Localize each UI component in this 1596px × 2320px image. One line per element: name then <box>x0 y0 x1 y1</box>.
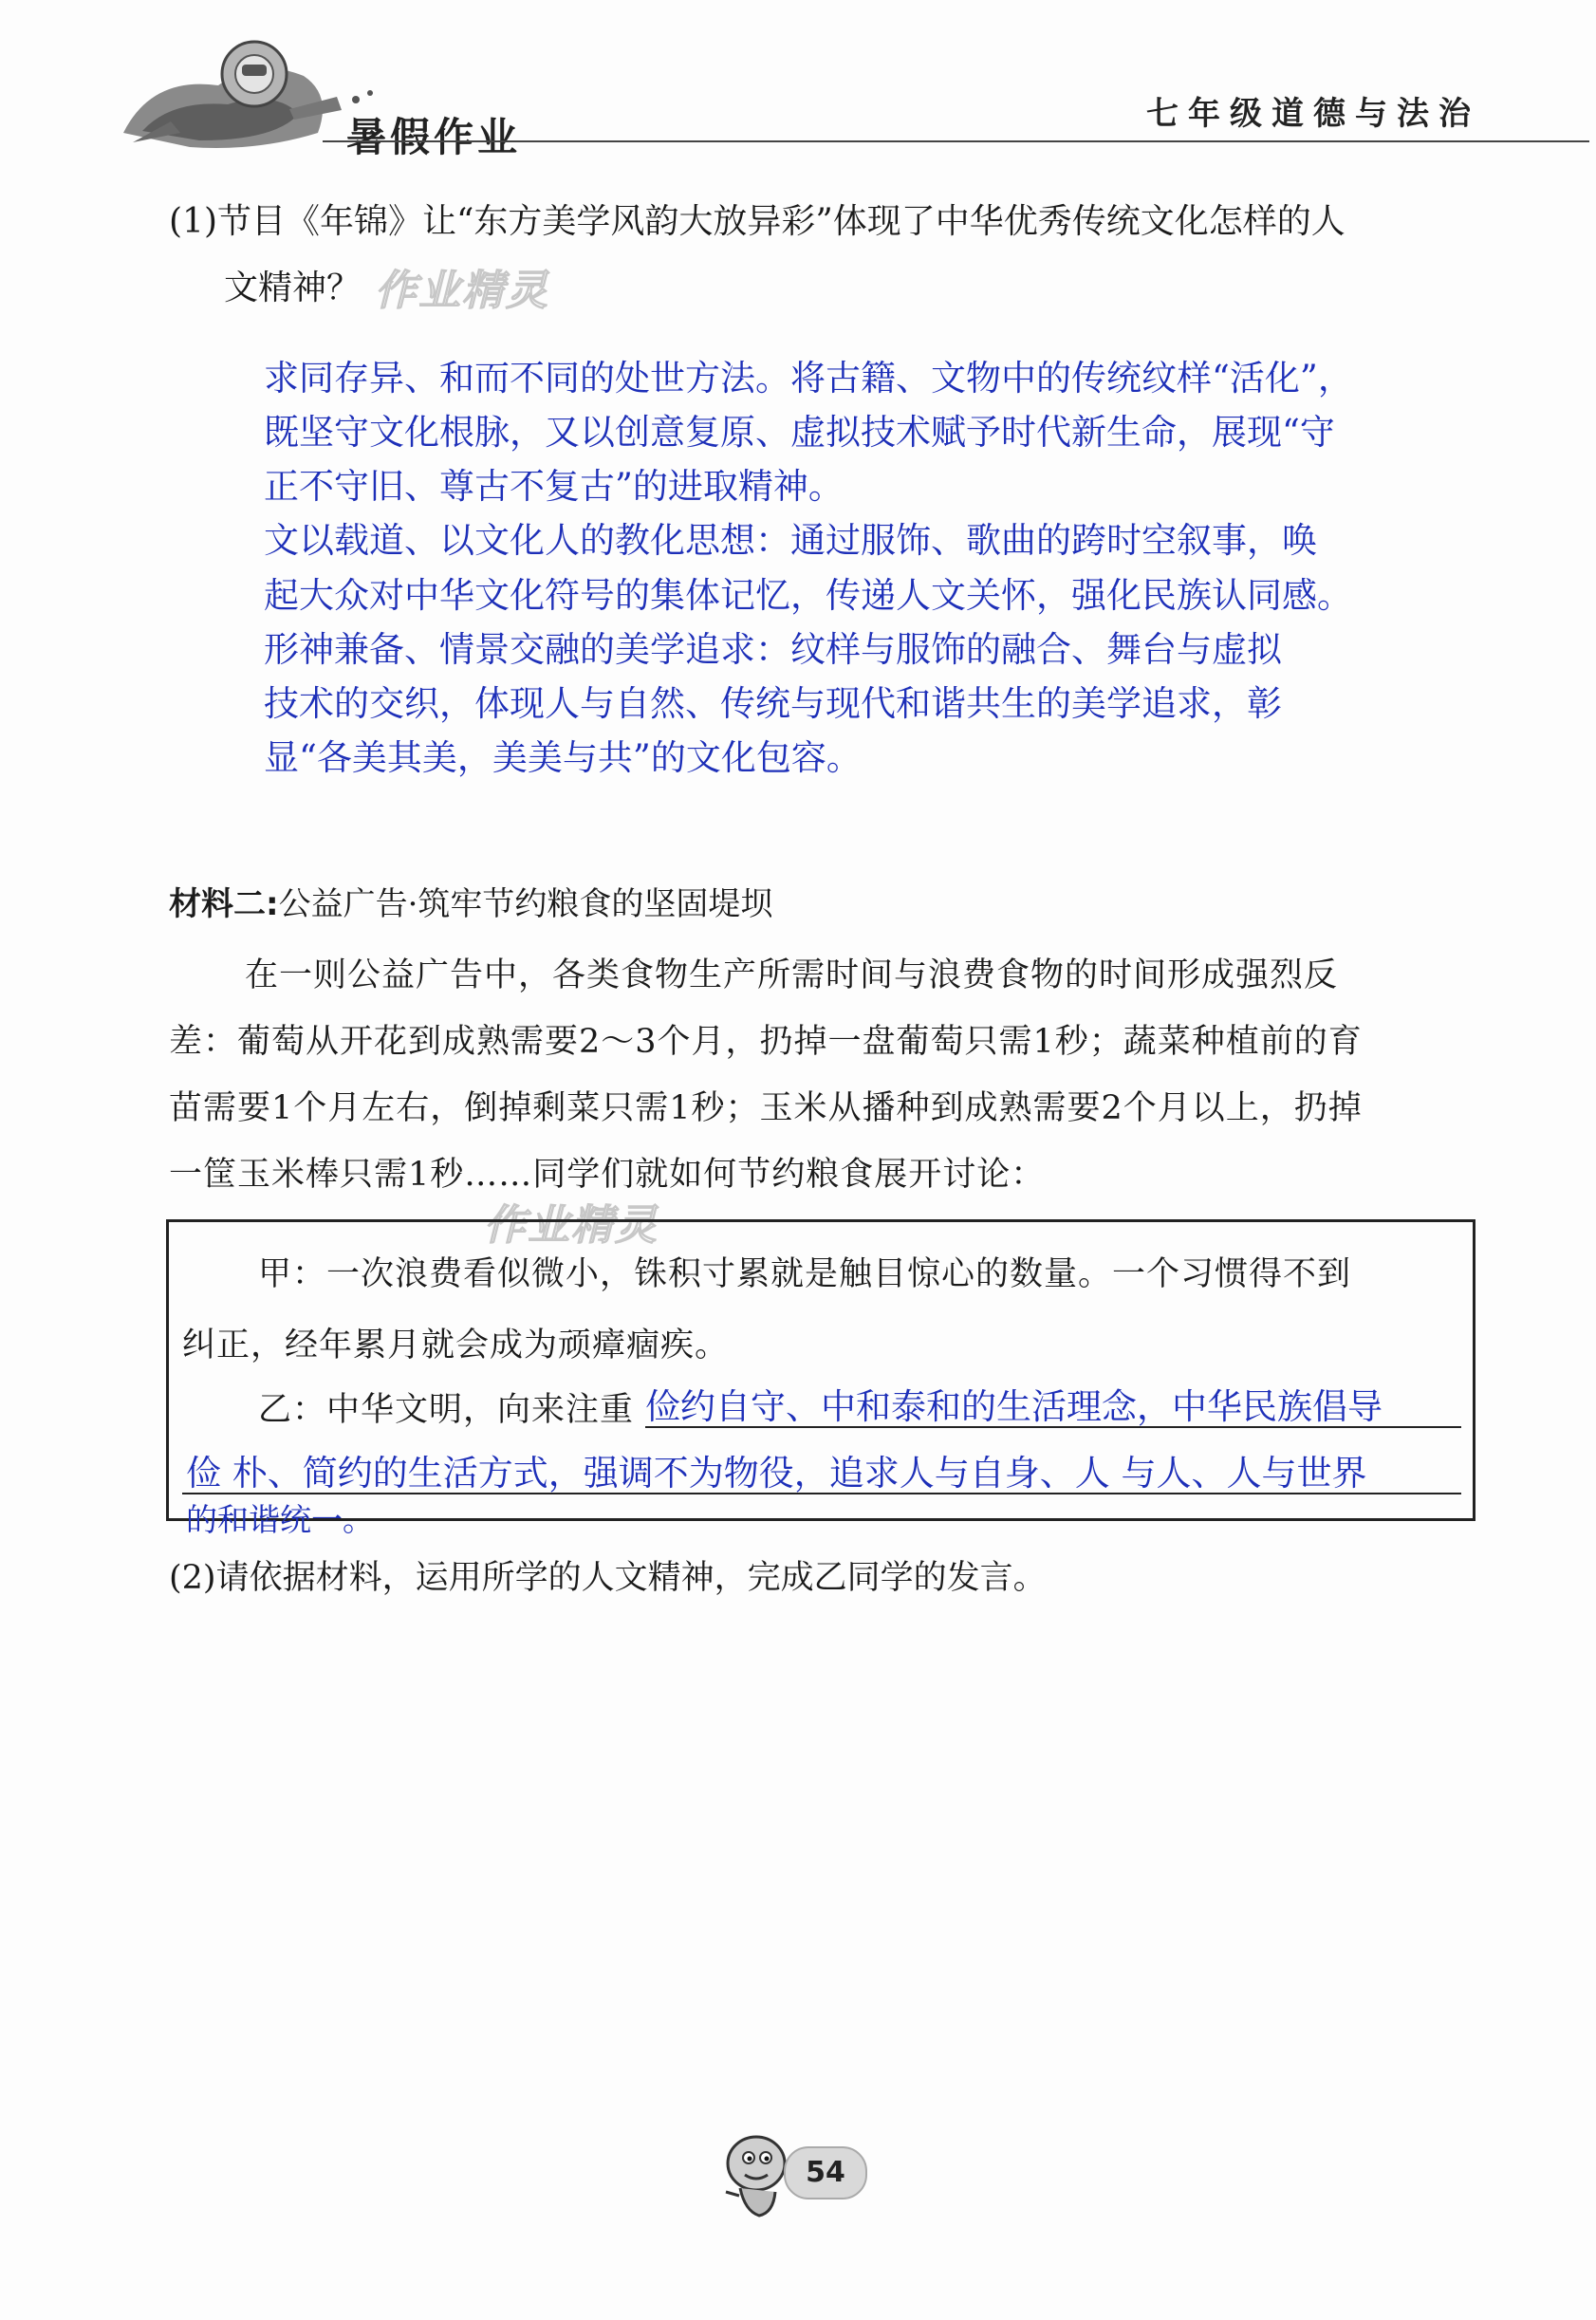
discussion-jia-line-2: 纠正，经年累月就会成为顽瘴痼疾。 <box>182 1327 730 1364</box>
question-1-line-1: (1)节目《年锦》让“东方美学风韵大放异彩”体现了中华优秀传统文化怎样的人 <box>169 202 1345 241</box>
answer-1-line-8: 显“各美其美，美美与共”的文化包容。 <box>264 737 862 778</box>
watermark-1: 作业精灵 <box>375 267 549 315</box>
answer-1-line-6: 形神兼备、情景交融的美学追求：纹样与服饰的融合、舞台与虚拟 <box>264 629 1282 670</box>
answer-1-line-2: 既坚守文化根脉，又以创意复原、虚拟技术赋予时代新生命，展现“守 <box>264 412 1335 453</box>
header-subject: 七年级道德与法治 <box>1146 95 1480 133</box>
discussion-yi-answer-3: 的和谐统一。 <box>186 1501 374 1538</box>
page-header <box>114 19 1480 161</box>
answer-1-line-3: 正不守旧、尊古不复古”的进取精神。 <box>264 466 844 507</box>
material-2-para-line-3: 苗需要1个月左右，倒掉剩菜只需1秒；玉米从播种到成熟需要2个月以上，扔掉 <box>169 1089 1363 1127</box>
discussion-yi-answer-2: 俭 朴、简约的生活方式，强调不为物役，追求人与自身、人 与人、人与世界 <box>186 1453 1367 1494</box>
discussion-jia-line-1: 甲：一次浪费看似微小，铢积寸累就是触目惊心的数量。一个习惯得不到 <box>258 1255 1352 1293</box>
question-2: (2)请依据材料，运用所学的人文精神，完成乙同学的发言。 <box>169 1559 1047 1597</box>
discussion-yi-prefix: 乙：中华文明，向来注重 <box>258 1391 635 1429</box>
answer-underline-1 <box>645 1426 1461 1428</box>
question-1-line-2: 文精神？ <box>224 269 362 307</box>
header-title: 暑假作业 <box>346 114 522 160</box>
material-2-label: 材料二: <box>169 885 279 923</box>
answer-1-line-5: 起大众对中华文化符号的集体记忆，传递人文关怀，强化民族认同感。 <box>264 575 1352 616</box>
answer-1-line-7: 技术的交织，体现人与自然、传统与现代和谐共生的美学追求，彰 <box>264 683 1282 724</box>
answer-1-line-4: 文以载道、以文化人的教化思想：通过服饰、歌曲的跨时空叙事，唤 <box>264 520 1317 561</box>
discussion-yi-answer-1: 俭约自守、中和泰和的生活理念，中华民族倡导 <box>645 1386 1383 1427</box>
material-2-para-line-4: 一筐玉米棒只需1秒……同学们就如何节约粮食展开讨论： <box>169 1156 1046 1194</box>
watermark-2: 作业精灵 <box>484 1201 659 1250</box>
page-number: 54 <box>784 2146 867 2199</box>
header-divider <box>323 140 1589 142</box>
answer-1-line-1: 求同存异、和而不同的处世方法。将古籍、文物中的传统纹样“活化”， <box>264 358 1353 399</box>
material-2-heading <box>169 878 772 924</box>
material-2-title: 公益广告·筑牢节约粮食的坚固堤坝 <box>278 885 773 923</box>
material-2-para-line-1: 在一则公益广告中，各类食物生产所需时间与浪费食物的时间形成强烈反 <box>245 956 1339 994</box>
material-2-para-line-2: 差：葡萄从开花到成熟需要2～3个月，扔掉一盘葡萄只需1秒；蔬菜种植前的育 <box>169 1023 1363 1061</box>
answer-underline-2 <box>182 1493 1461 1494</box>
